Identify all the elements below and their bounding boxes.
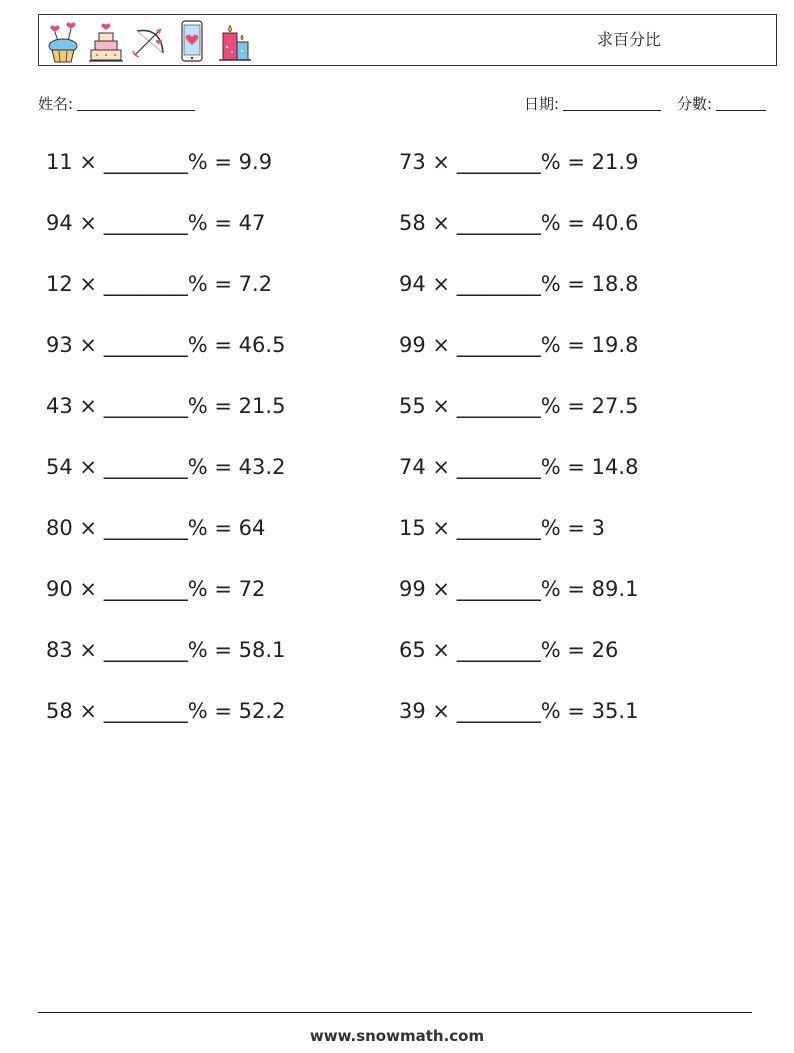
times-sign: × [79, 333, 98, 357]
problem-result: 14.8 [591, 455, 639, 479]
wedding-cake-icon [88, 19, 124, 63]
answer-blank[interactable]: ________ [103, 455, 188, 479]
times-sign: × [79, 394, 98, 418]
equals-sign: = [567, 333, 585, 357]
problem-base: 93 [46, 333, 73, 357]
score-label: 分數: [677, 95, 713, 113]
equals-sign: = [214, 272, 232, 296]
times-sign: × [432, 394, 451, 418]
equals-sign: = [567, 455, 585, 479]
percent-sign: % [187, 455, 208, 479]
equals-sign: = [214, 394, 232, 418]
name-blank[interactable] [77, 95, 195, 111]
problem-item [399, 147, 638, 177]
times-sign: × [432, 638, 451, 662]
problem-base: 65 [399, 638, 426, 662]
percent-sign: % [187, 638, 208, 662]
answer-blank[interactable]: ________ [456, 333, 541, 357]
header-icons [45, 18, 260, 64]
problem-item [46, 635, 285, 665]
times-sign: × [79, 516, 98, 540]
problem-item [46, 147, 272, 177]
percent-sign: % [187, 394, 208, 418]
answer-blank[interactable]: ________ [456, 272, 541, 296]
answer-blank[interactable]: ________ [456, 516, 541, 540]
problem-item [46, 330, 285, 360]
equals-sign: = [214, 333, 232, 357]
date-field[interactable] [524, 93, 661, 114]
problem-base: 94 [46, 211, 73, 235]
score-blank[interactable] [716, 95, 766, 111]
answer-blank[interactable]: ________ [456, 150, 541, 174]
problem-result: 21.5 [238, 394, 286, 418]
times-sign: × [432, 455, 451, 479]
percent-sign: % [187, 333, 208, 357]
answer-blank[interactable]: ________ [456, 699, 541, 723]
answer-blank[interactable]: ________ [103, 150, 188, 174]
equals-sign: = [567, 699, 585, 723]
problem-item [399, 269, 638, 299]
answer-blank[interactable]: ________ [103, 577, 188, 601]
problem-item [46, 452, 285, 482]
problem-base: 55 [399, 394, 426, 418]
problem-base: 73 [399, 150, 426, 174]
percent-sign: % [540, 211, 561, 235]
problem-base: 54 [46, 455, 73, 479]
answer-blank[interactable]: ________ [456, 211, 541, 235]
times-sign: × [79, 577, 98, 601]
problem-base: 12 [46, 272, 73, 296]
problem-result: 40.6 [591, 211, 639, 235]
answer-blank[interactable]: ________ [103, 333, 188, 357]
percent-sign: % [187, 577, 208, 601]
equals-sign: = [567, 150, 585, 174]
problem-item [46, 391, 285, 421]
equals-sign: = [567, 577, 585, 601]
times-sign: × [79, 272, 98, 296]
problem-item [399, 513, 605, 543]
problem-result: 9.9 [238, 150, 273, 174]
percent-sign: % [540, 333, 561, 357]
problem-result: 19.8 [591, 333, 639, 357]
times-sign: × [432, 333, 451, 357]
footer-divider [38, 1012, 752, 1013]
times-sign: × [79, 699, 98, 723]
candles-icon [217, 19, 253, 63]
answer-blank[interactable]: ________ [103, 699, 188, 723]
problem-result: 46.5 [238, 333, 286, 357]
answer-blank[interactable]: ________ [456, 455, 541, 479]
times-sign: × [432, 272, 451, 296]
problem-base: 83 [46, 638, 73, 662]
problem-item [399, 330, 638, 360]
footer-url: www.snowmath.com [309, 1027, 485, 1045]
percent-sign: % [540, 394, 561, 418]
equals-sign: = [214, 150, 232, 174]
times-sign: × [432, 516, 451, 540]
times-sign: × [79, 455, 98, 479]
problem-item [46, 208, 265, 238]
problem-result: 18.8 [591, 272, 639, 296]
problem-result: 3 [591, 516, 606, 540]
problem-base: 80 [46, 516, 73, 540]
times-sign: × [432, 699, 451, 723]
problem-item [46, 269, 272, 299]
problem-result: 21.9 [591, 150, 639, 174]
problem-base: 74 [399, 455, 426, 479]
problem-result: 47 [238, 211, 266, 235]
equals-sign: = [567, 394, 585, 418]
problem-item [399, 391, 638, 421]
percent-sign: % [187, 516, 208, 540]
percent-sign: % [187, 272, 208, 296]
times-sign: × [432, 150, 451, 174]
equals-sign: = [567, 638, 585, 662]
problem-item [46, 513, 265, 543]
name-field[interactable] [38, 93, 195, 114]
problem-result: 35.1 [591, 699, 639, 723]
score-field[interactable] [677, 93, 766, 114]
equals-sign: = [214, 211, 232, 235]
percent-sign: % [540, 577, 561, 601]
answer-blank[interactable]: ________ [103, 211, 188, 235]
percent-sign: % [540, 150, 561, 174]
times-sign: × [432, 211, 451, 235]
answer-blank[interactable]: ________ [103, 516, 188, 540]
problem-base: 90 [46, 577, 73, 601]
percent-sign: % [187, 211, 208, 235]
problem-base: 39 [399, 699, 426, 723]
times-sign: × [79, 150, 98, 174]
percent-sign: % [540, 638, 561, 662]
answer-blank[interactable]: ________ [103, 394, 188, 418]
equals-sign: = [567, 272, 585, 296]
cupcake-hearts-icon [45, 19, 81, 63]
times-sign: × [432, 577, 451, 601]
problem-result: 72 [238, 577, 266, 601]
percent-sign: % [540, 516, 561, 540]
times-sign: × [79, 638, 98, 662]
percent-sign: % [187, 150, 208, 174]
date-blank[interactable] [563, 95, 661, 111]
problem-result: 26 [591, 638, 619, 662]
worksheet-title: 求百分比 [596, 30, 661, 49]
equals-sign: = [567, 211, 585, 235]
date-label: 日期: [524, 95, 560, 113]
problem-result: 43.2 [238, 455, 286, 479]
answer-blank[interactable]: ________ [103, 272, 188, 296]
percent-sign: % [540, 272, 561, 296]
percent-sign: % [540, 699, 561, 723]
problem-item [46, 696, 285, 726]
problem-base: 58 [399, 211, 426, 235]
problem-base: 99 [399, 333, 426, 357]
problem-item [46, 574, 265, 604]
answer-blank[interactable]: ________ [103, 638, 188, 662]
problem-base: 43 [46, 394, 73, 418]
equals-sign: = [214, 455, 232, 479]
problem-result: 52.2 [238, 699, 286, 723]
answer-blank[interactable]: ________ [456, 638, 541, 662]
answer-blank[interactable]: ________ [456, 394, 541, 418]
problem-base: 99 [399, 577, 426, 601]
problem-item [399, 208, 638, 238]
answer-blank[interactable]: ________ [456, 577, 541, 601]
equals-sign: = [214, 577, 232, 601]
percent-sign: % [540, 455, 561, 479]
problem-base: 11 [46, 150, 73, 174]
problem-result: 58.1 [238, 638, 286, 662]
problem-base: 15 [399, 516, 426, 540]
equals-sign: = [214, 699, 232, 723]
equals-sign: = [214, 638, 232, 662]
problem-result: 27.5 [591, 394, 639, 418]
equals-sign: = [567, 516, 585, 540]
header-box [38, 14, 777, 66]
problem-base: 94 [399, 272, 426, 296]
phone-heart-icon [174, 19, 210, 63]
name-label: 姓名: [38, 95, 74, 113]
problem-result: 89.1 [591, 577, 639, 601]
cupid-bow-arrow-icon [131, 19, 167, 63]
problem-item [399, 696, 638, 726]
percent-sign: % [187, 699, 208, 723]
times-sign: × [79, 211, 98, 235]
problem-base: 58 [46, 699, 73, 723]
problem-result: 7.2 [238, 272, 273, 296]
problem-result: 64 [238, 516, 266, 540]
problem-item [399, 452, 638, 482]
problem-item [399, 635, 618, 665]
equals-sign: = [214, 516, 232, 540]
problem-item [399, 574, 638, 604]
